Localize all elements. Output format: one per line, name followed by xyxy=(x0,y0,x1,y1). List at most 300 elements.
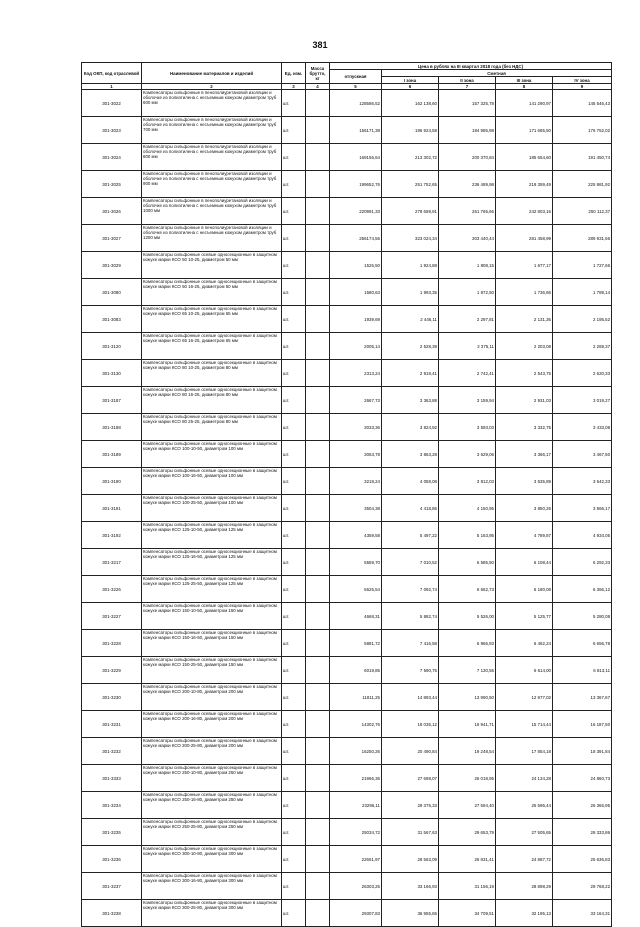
name-text: Компенсаторы сильфонные осевые односекционные в защитном кожухе марки КСО 50 10-25, диаметром 50 мм xyxy=(143,252,277,262)
zone-2-price-cell: 3 593,03 xyxy=(439,414,496,441)
mass-cell xyxy=(306,387,330,414)
header-zone-4: IV зона xyxy=(553,77,612,84)
release-price-cell: 199652,76 xyxy=(330,171,382,198)
zone-2-price-cell: 3 629,06 xyxy=(439,441,496,468)
name-cell xyxy=(142,306,282,333)
name-text: Компенсаторы сильфонные осевые односекционные в защитном кожухе марки КСО 65 16-25, диаметром 65 мм xyxy=(143,333,277,343)
zone-3-price-cell: 27 505,65 xyxy=(496,819,553,846)
zone-2-price-cell: 3 812,03 xyxy=(439,468,496,495)
release-price-cell: 5559,70 xyxy=(330,549,382,576)
mass-cell xyxy=(306,657,330,684)
table-row xyxy=(82,522,612,549)
release-price-cell: 2005,14 xyxy=(330,333,382,360)
table-row xyxy=(82,711,612,738)
code-cell: 301-3188 xyxy=(82,414,142,441)
mass-cell xyxy=(306,522,330,549)
release-price-cell: 2313,24 xyxy=(330,360,382,387)
zone-4-price-cell: 3 467,50 xyxy=(553,441,612,468)
mass-cell xyxy=(306,90,330,117)
unit-cell: шт. xyxy=(282,171,306,198)
table-row xyxy=(82,144,612,171)
zone-2-price-cell: 29 653,79 xyxy=(439,819,496,846)
header-release: отпускная xyxy=(330,70,382,84)
zone-2-price-cell: 34 709,51 xyxy=(439,900,496,927)
unit-cell: шт. xyxy=(282,225,306,252)
release-price-cell: 2667,73 xyxy=(330,387,382,414)
code-cell: 301-3026 xyxy=(82,198,142,225)
zone-1-price-cell: 3 863,28 xyxy=(382,441,439,468)
name-cell xyxy=(142,468,282,495)
zone-4-price-cell: 6 292,33 xyxy=(553,549,612,576)
code-cell: 301-3191 xyxy=(82,495,142,522)
name-cell xyxy=(142,819,282,846)
table-row xyxy=(82,630,612,657)
mass-cell xyxy=(306,765,330,792)
mass-cell xyxy=(306,279,330,306)
zone-1-price-cell: 1 993,35 xyxy=(382,279,439,306)
name-cell xyxy=(142,90,282,117)
header-estimate: Сметная xyxy=(382,70,612,77)
zone-1-price-cell: 2 446,11 xyxy=(382,306,439,333)
zone-4-price-cell: 250 112,37 xyxy=(553,198,612,225)
name-cell xyxy=(142,495,282,522)
unit-cell: шт. xyxy=(282,576,306,603)
zone-2-price-cell: 6 966,93 xyxy=(439,630,496,657)
mass-cell xyxy=(306,792,330,819)
zone-2-price-cell: 27 594,40 xyxy=(439,792,496,819)
header-unit: Ед. изм. xyxy=(282,63,306,84)
code-cell: 301-3231 xyxy=(82,711,142,738)
release-price-cell: 29307,83 xyxy=(330,900,382,927)
zone-2-price-cell: 1 808,15 xyxy=(439,252,496,279)
code-cell: 301-3130 xyxy=(82,360,142,387)
zone-4-price-cell: 6 813,11 xyxy=(553,657,612,684)
name-text: Компенсаторы сильфонные осевые односекционные в защитном кожухе марки КСО 125-10-50, диаметром 125 мм xyxy=(143,522,277,532)
column-number: 5 xyxy=(330,84,382,90)
zone-1-price-cell: 4 418,86 xyxy=(382,495,439,522)
zone-3-price-cell: 15 714,44 xyxy=(496,711,553,738)
unit-cell: шт. xyxy=(282,792,306,819)
column-number: 9 xyxy=(553,84,612,90)
release-price-cell: 3033,36 xyxy=(330,414,382,441)
code-cell: 301-3226 xyxy=(82,576,142,603)
zone-3-price-cell: 1 677,17 xyxy=(496,252,553,279)
table-row xyxy=(82,441,612,468)
zone-4-price-cell: 25 636,83 xyxy=(553,846,612,873)
zone-2-price-cell: 26 018,95 xyxy=(439,765,496,792)
zone-1-price-cell: 14 893,44 xyxy=(382,684,439,711)
header-zone-3: III зона xyxy=(496,77,553,84)
zone-4-price-cell: 18 391,84 xyxy=(553,738,612,765)
name-cell xyxy=(142,522,282,549)
mass-cell xyxy=(306,738,330,765)
release-price-cell: 6019,85 xyxy=(330,657,382,684)
zone-4-price-cell: 1 789,14 xyxy=(553,279,612,306)
unit-cell: шт. xyxy=(282,387,306,414)
code-cell: 301-3232 xyxy=(82,738,142,765)
release-price-cell: 25034,72 xyxy=(330,819,382,846)
code-cell: 301-3238 xyxy=(82,900,142,927)
name-text: Компенсаторы сильфонные осевые односекционные в защитном кожухе марки КСО 125-25-50, диаметром 125 мм xyxy=(143,576,277,586)
zone-4-price-cell: 145 546,43 xyxy=(553,90,612,117)
table-row xyxy=(82,684,612,711)
table-row xyxy=(82,414,612,441)
code-cell: 301-3228 xyxy=(82,630,142,657)
name-text: Компенсаторы сильфонные осевые односекционные в защитном кожухе марки КСО 65 10-25, диаметром 65 мм xyxy=(143,306,277,316)
zone-3-price-cell: 3 535,89 xyxy=(496,468,553,495)
code-cell: 301-3083 xyxy=(82,306,142,333)
code-cell: 301-3190 xyxy=(82,468,142,495)
zone-3-price-cell: 28 898,29 xyxy=(496,873,553,900)
code-cell: 301-3029 xyxy=(82,252,142,279)
release-price-cell: 4668,31 xyxy=(330,603,382,630)
code-cell: 301-3229 xyxy=(82,657,142,684)
unit-cell: шт. xyxy=(282,333,306,360)
zone-2-price-cell: 5 163,95 xyxy=(439,522,496,549)
unit-cell: шт. xyxy=(282,603,306,630)
zone-3-price-cell: 2 543,75 xyxy=(496,360,553,387)
code-cell: 301-3080 xyxy=(82,279,142,306)
header-zone-2: II зона xyxy=(439,77,496,84)
name-text: Компенсаторы сильфонные осевые односекционные в защитном кожухе марки КСО 100-25-50, диаметром 100 мм xyxy=(143,495,277,505)
name-text: Компенсаторы сильфонные осевые односекционные в защитном кожухе марки КСО 125-16-50, диаметром 125 мм xyxy=(143,549,277,559)
name-cell xyxy=(142,657,282,684)
name-cell xyxy=(142,225,282,252)
zone-1-price-cell: 7 010,52 xyxy=(382,549,439,576)
name-text: Компенсаторы сильфонные осевые односекционные в защитном кожухе марки КСО 250-25-80, диаметром 250 мм xyxy=(143,819,277,829)
zone-1-price-cell: 2 528,39 xyxy=(382,333,439,360)
name-text: Компенсаторы сильфонные в пенополиуретановой изоляции и оболочке из полиэтилена с несъемным кожухом диаметром труб 800 мм xyxy=(143,144,277,159)
header-zone-1: I зона xyxy=(382,77,439,84)
release-price-cell: 14302,76 xyxy=(330,711,382,738)
zone-4-price-cell: 33 164,31 xyxy=(553,900,612,927)
zone-3-price-cell: 185 654,60 xyxy=(496,144,553,171)
zone-4-price-cell: 6 656,78 xyxy=(553,630,612,657)
release-price-cell: 220991,33 xyxy=(330,198,382,225)
zone-4-price-cell: 2 269,37 xyxy=(553,333,612,360)
zone-3-price-cell: 3 850,26 xyxy=(496,495,553,522)
zone-2-price-cell: 2 742,41 xyxy=(439,360,496,387)
column-number: 3 xyxy=(282,84,306,90)
zone-4-price-cell: 4 934,05 xyxy=(553,522,612,549)
zone-3-price-cell: 3 332,75 xyxy=(496,414,553,441)
release-price-cell: 23296,11 xyxy=(330,792,382,819)
name-text: Компенсаторы сильфонные осевые односекционные в защитном кожухе марки КСО 80 10-25, диаметром 80 мм xyxy=(143,360,277,370)
table-row xyxy=(82,900,612,927)
name-cell xyxy=(142,549,282,576)
zone-1-price-cell: 29 375,33 xyxy=(382,792,439,819)
zone-1-price-cell: 4 058,08 xyxy=(382,468,439,495)
price-table xyxy=(81,62,612,927)
header-code: Код ОКП, код отраслевой xyxy=(82,63,142,84)
zone-3-price-cell: 24 134,28 xyxy=(496,765,553,792)
name-cell xyxy=(142,738,282,765)
name-cell xyxy=(142,144,282,171)
zone-4-price-cell: 3 642,33 xyxy=(553,468,612,495)
code-cell: 301-3230 xyxy=(82,684,142,711)
code-cell: 301-3333 xyxy=(82,765,142,792)
unit-cell: шт. xyxy=(282,684,306,711)
zone-1-price-cell: 3 363,88 xyxy=(382,387,439,414)
zone-1-price-cell: 5 882,74 xyxy=(382,603,439,630)
mass-cell xyxy=(306,819,330,846)
mass-cell xyxy=(306,684,330,711)
zone-4-price-cell: 26 365,95 xyxy=(553,792,612,819)
zone-1-price-cell: 7 590,75 xyxy=(382,657,439,684)
zone-3-price-cell: 2 131,36 xyxy=(496,306,553,333)
zone-4-price-cell: 2 620,33 xyxy=(553,360,612,387)
unit-cell: шт. xyxy=(282,900,306,927)
name-text: Компенсаторы сильфонные осевые односекционные в защитном кожухе марки КСО 200-16-80, диаметром 200 мм xyxy=(143,711,277,721)
name-text: Компенсаторы сильфонные осевые односекционные в защитном кожухе марки КСО 80 25-25, диаметром 80 мм xyxy=(143,414,277,424)
name-text: Компенсаторы сильфонные осевые односекционные в защитном кожухе марки КСО 250-16-80, диаметром 250 мм xyxy=(143,792,277,802)
column-number: 2 xyxy=(142,84,282,90)
zone-1-price-cell: 31 567,63 xyxy=(382,819,439,846)
table-row xyxy=(82,873,612,900)
zone-3-price-cell: 141 290,97 xyxy=(496,90,553,117)
table-row xyxy=(82,225,612,252)
zone-3-price-cell: 5 125,77 xyxy=(496,603,553,630)
name-text: Компенсаторы сильфонные в пенополиуретановой изоляции и оболочке из полиэтилена с несъемным кожухом диаметром труб 1200 мм xyxy=(143,225,277,240)
mass-cell xyxy=(306,873,330,900)
code-cell: 301-3234 xyxy=(82,792,142,819)
table-row xyxy=(82,468,612,495)
column-number: 6 xyxy=(382,84,439,90)
name-cell xyxy=(142,252,282,279)
zone-4-price-cell: 29 768,22 xyxy=(553,873,612,900)
table-row xyxy=(82,360,612,387)
zone-1-price-cell: 18 035,12 xyxy=(382,711,439,738)
release-price-cell: 21966,36 xyxy=(330,765,382,792)
unit-cell: шт. xyxy=(282,495,306,522)
unit-cell: шт. xyxy=(282,90,306,117)
zone-2-price-cell: 261 765,66 xyxy=(439,198,496,225)
release-price-cell: 256174,56 xyxy=(330,225,382,252)
code-cell: 301-3024 xyxy=(82,144,142,171)
name-text: Компенсаторы сильфонные осевые односекционные в защитном кожухе марки КСО 250-10-80, диаметром 250 мм xyxy=(143,765,277,775)
zone-3-price-cell: 219 359,49 xyxy=(496,171,553,198)
name-cell xyxy=(142,333,282,360)
zone-1-price-cell: 213 302,72 xyxy=(382,144,439,171)
name-text: Компенсаторы сильфонные осевые односекционные в защитном кожухе марки КСО 80 16-25, диаметром 80 мм xyxy=(143,387,277,397)
zone-2-price-cell: 184 985,98 xyxy=(439,117,496,144)
code-cell: 301-3227 xyxy=(82,603,142,630)
zone-2-price-cell: 303 440,44 xyxy=(439,225,496,252)
release-price-cell: 3063,78 xyxy=(330,441,382,468)
mass-cell xyxy=(306,630,330,657)
table-row xyxy=(82,279,612,306)
name-cell xyxy=(142,630,282,657)
column-number: 1 xyxy=(82,84,142,90)
name-cell xyxy=(142,792,282,819)
name-cell xyxy=(142,117,282,144)
code-cell: 301-3189 xyxy=(82,441,142,468)
zone-1-price-cell: 323 024,34 xyxy=(382,225,439,252)
name-cell xyxy=(142,414,282,441)
name-text: Компенсаторы сильфонные осевые односекционные в защитном кожухе марки КСО 150-25-50, диаметром 150 мм xyxy=(143,657,277,667)
mass-cell xyxy=(306,144,330,171)
zone-1-price-cell: 2 919,41 xyxy=(382,360,439,387)
mass-cell xyxy=(306,468,330,495)
unit-cell: шт. xyxy=(282,144,306,171)
mass-cell xyxy=(306,414,330,441)
zone-2-price-cell: 5 526,00 xyxy=(439,603,496,630)
zone-1-price-cell: 20 490,84 xyxy=(382,738,439,765)
header-price-group: Цена в рублях на III квартал 2018 года (без НДС) xyxy=(330,63,612,70)
code-cell: 301-3236 xyxy=(82,846,142,873)
mass-cell xyxy=(306,333,330,360)
zone-1-price-cell: 28 563,09 xyxy=(382,846,439,873)
name-text: Компенсаторы сильфонные в пенополиуретановой изоляции и оболочке из полиэтилена с несъемным кожухом диаметром труб 700 мм xyxy=(143,117,277,132)
name-cell xyxy=(142,684,282,711)
mass-cell xyxy=(306,441,330,468)
zone-3-price-cell: 6 180,08 xyxy=(496,576,553,603)
zone-1-price-cell: 162 138,60 xyxy=(382,90,439,117)
unit-cell: шт. xyxy=(282,657,306,684)
zone-3-price-cell: 6 108,44 xyxy=(496,549,553,576)
name-text: Компенсаторы сильфонные в пенополиуретановой изоляции и оболочке из полиэтилена с несъемным кожухом диаметром труб 1000 мм xyxy=(143,198,277,213)
name-cell xyxy=(142,765,282,792)
table-row xyxy=(82,306,612,333)
name-cell xyxy=(142,846,282,873)
table-row xyxy=(82,90,612,117)
zone-4-price-cell: 16 187,50 xyxy=(553,711,612,738)
zone-2-price-cell: 6 662,73 xyxy=(439,576,496,603)
zone-3-price-cell: 2 203,08 xyxy=(496,333,553,360)
name-cell xyxy=(142,576,282,603)
zone-4-price-cell: 24 860,73 xyxy=(553,765,612,792)
release-price-cell: 3504,38 xyxy=(330,495,382,522)
name-cell xyxy=(142,900,282,927)
unit-cell: шт. xyxy=(282,738,306,765)
name-cell xyxy=(142,360,282,387)
code-cell: 301-3187 xyxy=(82,387,142,414)
code-cell: 301-3192 xyxy=(82,522,142,549)
zone-3-price-cell: 1 736,86 xyxy=(496,279,553,306)
zone-3-price-cell: 25 595,44 xyxy=(496,792,553,819)
name-text: Компенсаторы сильфонные осевые односекционные в защитном кожухе марки КСО 300-25-80, диаметром 300 мм xyxy=(143,900,277,910)
mass-cell xyxy=(306,360,330,387)
table-row xyxy=(82,792,612,819)
unit-cell: шт. xyxy=(282,279,306,306)
release-price-cell: 11811,25 xyxy=(330,684,382,711)
mass-cell xyxy=(306,306,330,333)
table-body xyxy=(82,90,612,927)
unit-cell: шт. xyxy=(282,360,306,387)
zone-1-price-cell: 33 166,93 xyxy=(382,873,439,900)
zone-1-price-cell: 1 924,88 xyxy=(382,252,439,279)
table-row xyxy=(82,576,612,603)
zone-4-price-cell: 3 433,08 xyxy=(553,414,612,441)
mass-cell xyxy=(306,495,330,522)
unit-cell: шт. xyxy=(282,846,306,873)
page-number: 381 xyxy=(312,40,328,50)
table-row xyxy=(82,117,612,144)
zone-1-price-cell: 3 824,92 xyxy=(382,414,439,441)
zone-2-price-cell: 200 370,84 xyxy=(439,144,496,171)
zone-3-price-cell: 12 977,02 xyxy=(496,684,553,711)
zone-3-price-cell: 17 854,18 xyxy=(496,738,553,765)
zone-4-price-cell: 3 019,27 xyxy=(553,387,612,414)
release-price-cell: 1526,50 xyxy=(330,252,382,279)
header-mass: Масса брутто, кг xyxy=(306,63,330,84)
unit-cell: шт. xyxy=(282,549,306,576)
code-cell: 301-3235 xyxy=(82,819,142,846)
release-price-cell: 169156,64 xyxy=(330,144,382,171)
zone-4-price-cell: 13 367,67 xyxy=(553,684,612,711)
name-text: Компенсаторы сильфонные осевые односекционные в защитном кожухе марки КСО 100-16-50, диаметром 100 мм xyxy=(143,468,277,478)
unit-cell: шт. xyxy=(282,117,306,144)
zone-3-price-cell: 4 789,87 xyxy=(496,522,553,549)
unit-cell: шт. xyxy=(282,252,306,279)
name-cell xyxy=(142,711,282,738)
name-text: Компенсаторы сильфонные осевые односекционные в защитном кожухе марки КСО 200-25-80, диаметром 200 мм xyxy=(143,738,277,748)
mass-cell xyxy=(306,603,330,630)
mass-cell xyxy=(306,711,330,738)
table-row xyxy=(82,603,612,630)
zone-3-price-cell: 3 366,17 xyxy=(496,441,553,468)
name-cell xyxy=(142,171,282,198)
table-row xyxy=(82,198,612,225)
zone-3-price-cell: 32 195,13 xyxy=(496,900,553,927)
zone-4-price-cell: 28 333,86 xyxy=(553,819,612,846)
name-text: Компенсаторы сильфонные в пенополиуретановой изоляции и оболочке из полиэтилена с несъемным кожухом диаметром труб 900 мм xyxy=(143,171,277,186)
table-row xyxy=(82,495,612,522)
mass-cell xyxy=(306,198,330,225)
table-row xyxy=(82,657,612,684)
unit-cell: шт. xyxy=(282,306,306,333)
zone-2-price-cell: 4 150,95 xyxy=(439,495,496,522)
release-price-cell: 3218,24 xyxy=(330,468,382,495)
zone-1-price-cell: 7 092,74 xyxy=(382,576,439,603)
zone-2-price-cell: 7 130,55 xyxy=(439,657,496,684)
zone-4-price-cell: 3 966,17 xyxy=(553,495,612,522)
code-cell: 301-3027 xyxy=(82,225,142,252)
release-price-cell: 1939,69 xyxy=(330,306,382,333)
zone-2-price-cell: 3 159,94 xyxy=(439,387,496,414)
release-price-cell: 26303,25 xyxy=(330,873,382,900)
zone-1-price-cell: 5 497,22 xyxy=(382,522,439,549)
zone-2-price-cell: 16 941,71 xyxy=(439,711,496,738)
name-cell xyxy=(142,387,282,414)
mass-cell xyxy=(306,549,330,576)
zone-4-price-cell: 5 280,08 xyxy=(553,603,612,630)
zone-3-price-cell: 281 458,99 xyxy=(496,225,553,252)
zone-2-price-cell: 157 325,78 xyxy=(439,90,496,117)
zone-2-price-cell: 13 990,50 xyxy=(439,684,496,711)
zone-1-price-cell: 278 659,91 xyxy=(382,198,439,225)
name-cell xyxy=(142,198,282,225)
zone-1-price-cell: 196 924,58 xyxy=(382,117,439,144)
code-cell: 301-3025 xyxy=(82,171,142,198)
mass-cell xyxy=(306,117,330,144)
column-number: 8 xyxy=(496,84,553,90)
zone-4-price-cell: 6 366,12 xyxy=(553,576,612,603)
name-text: Компенсаторы сильфонные осевые односекционные в защитном кожухе марки КСО 150-16-50, диаметром 150 мм xyxy=(143,630,277,640)
code-cell: 301-3237 xyxy=(82,873,142,900)
zone-2-price-cell: 1 872,50 xyxy=(439,279,496,306)
release-price-cell: 16250,26 xyxy=(330,738,382,765)
name-cell xyxy=(142,873,282,900)
name-cell xyxy=(142,441,282,468)
zone-4-price-cell: 225 981,92 xyxy=(553,171,612,198)
name-cell xyxy=(142,603,282,630)
zone-4-price-cell: 289 931,66 xyxy=(553,225,612,252)
header-name: Наименование материалов и изделий xyxy=(142,63,282,84)
mass-cell xyxy=(306,252,330,279)
name-cell xyxy=(142,279,282,306)
table-row xyxy=(82,846,612,873)
